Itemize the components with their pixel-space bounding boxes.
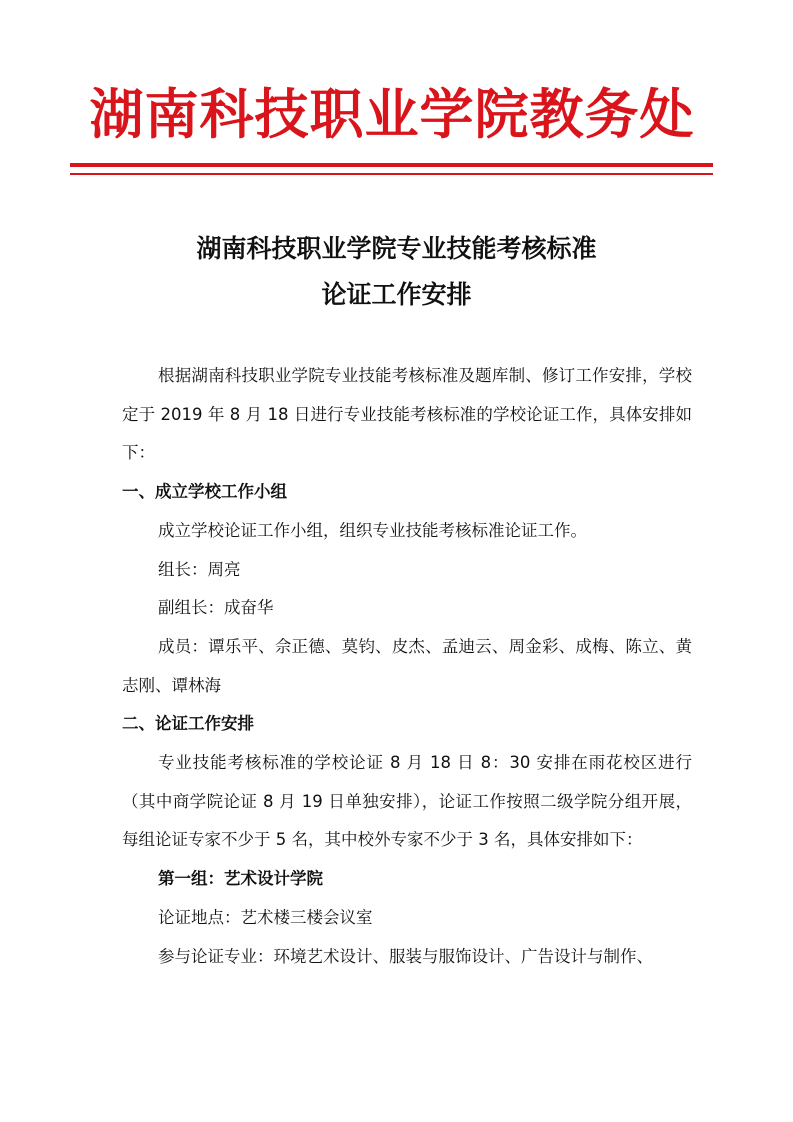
letterhead xyxy=(72,78,712,150)
document-title-line-1: 湖南科技职业学院专业技能考核标准 xyxy=(196,234,597,263)
section-1-deputy: 副组长：成奋华 xyxy=(158,598,274,618)
intro-paragraph: 根据湖南科技职业学院专业技能考核标准及题库制、修订工作安排，学校定于 2019 年 8 月 18 日进行专业技能考核标准的学校论证工作，具体安排如下： xyxy=(122,366,692,463)
group-1-location: 论证地点：艺术楼三楼会议室 xyxy=(158,907,373,927)
document-title-line-2: 论证工作安排 xyxy=(321,280,472,309)
section-1-heading: 一、成立学校工作小组 xyxy=(122,482,287,502)
letterhead-org-name: 湖南科技职业学院教务处 xyxy=(89,82,695,146)
document-body xyxy=(122,357,692,976)
section-1-text: 成立学校论证工作小组，组织专业技能考核标准论证工作。 xyxy=(158,520,587,540)
letterhead-rule-thick xyxy=(70,163,713,167)
group-1-heading: 第一组：艺术设计学院 xyxy=(158,869,323,889)
letterhead-rule-thin xyxy=(70,173,713,175)
document-title xyxy=(0,226,793,318)
section-1-leader: 组长：周亮 xyxy=(158,559,241,579)
section-1-members: 成员：谭乐平、佘正德、莫钧、皮杰、孟迪云、周金彩、成梅、陈立、黄志刚、谭林海 xyxy=(122,636,692,695)
section-2-heading: 二、论证工作安排 xyxy=(122,714,254,734)
section-2-text: 专业技能考核标准的学校论证 8 月 18 日 8：30 安排在雨花校区进行（其中商学院论证 8 月 19 日单独安排），论证工作按照二级学院分组开展，每组论证专家不少于 5 名，其中校外专家不少于 3 名，具体安排如下： xyxy=(122,753,692,850)
group-1-majors: 参与论证专业：环境艺术设计、服装与服饰设计、广告设计与制作、 xyxy=(158,946,653,966)
